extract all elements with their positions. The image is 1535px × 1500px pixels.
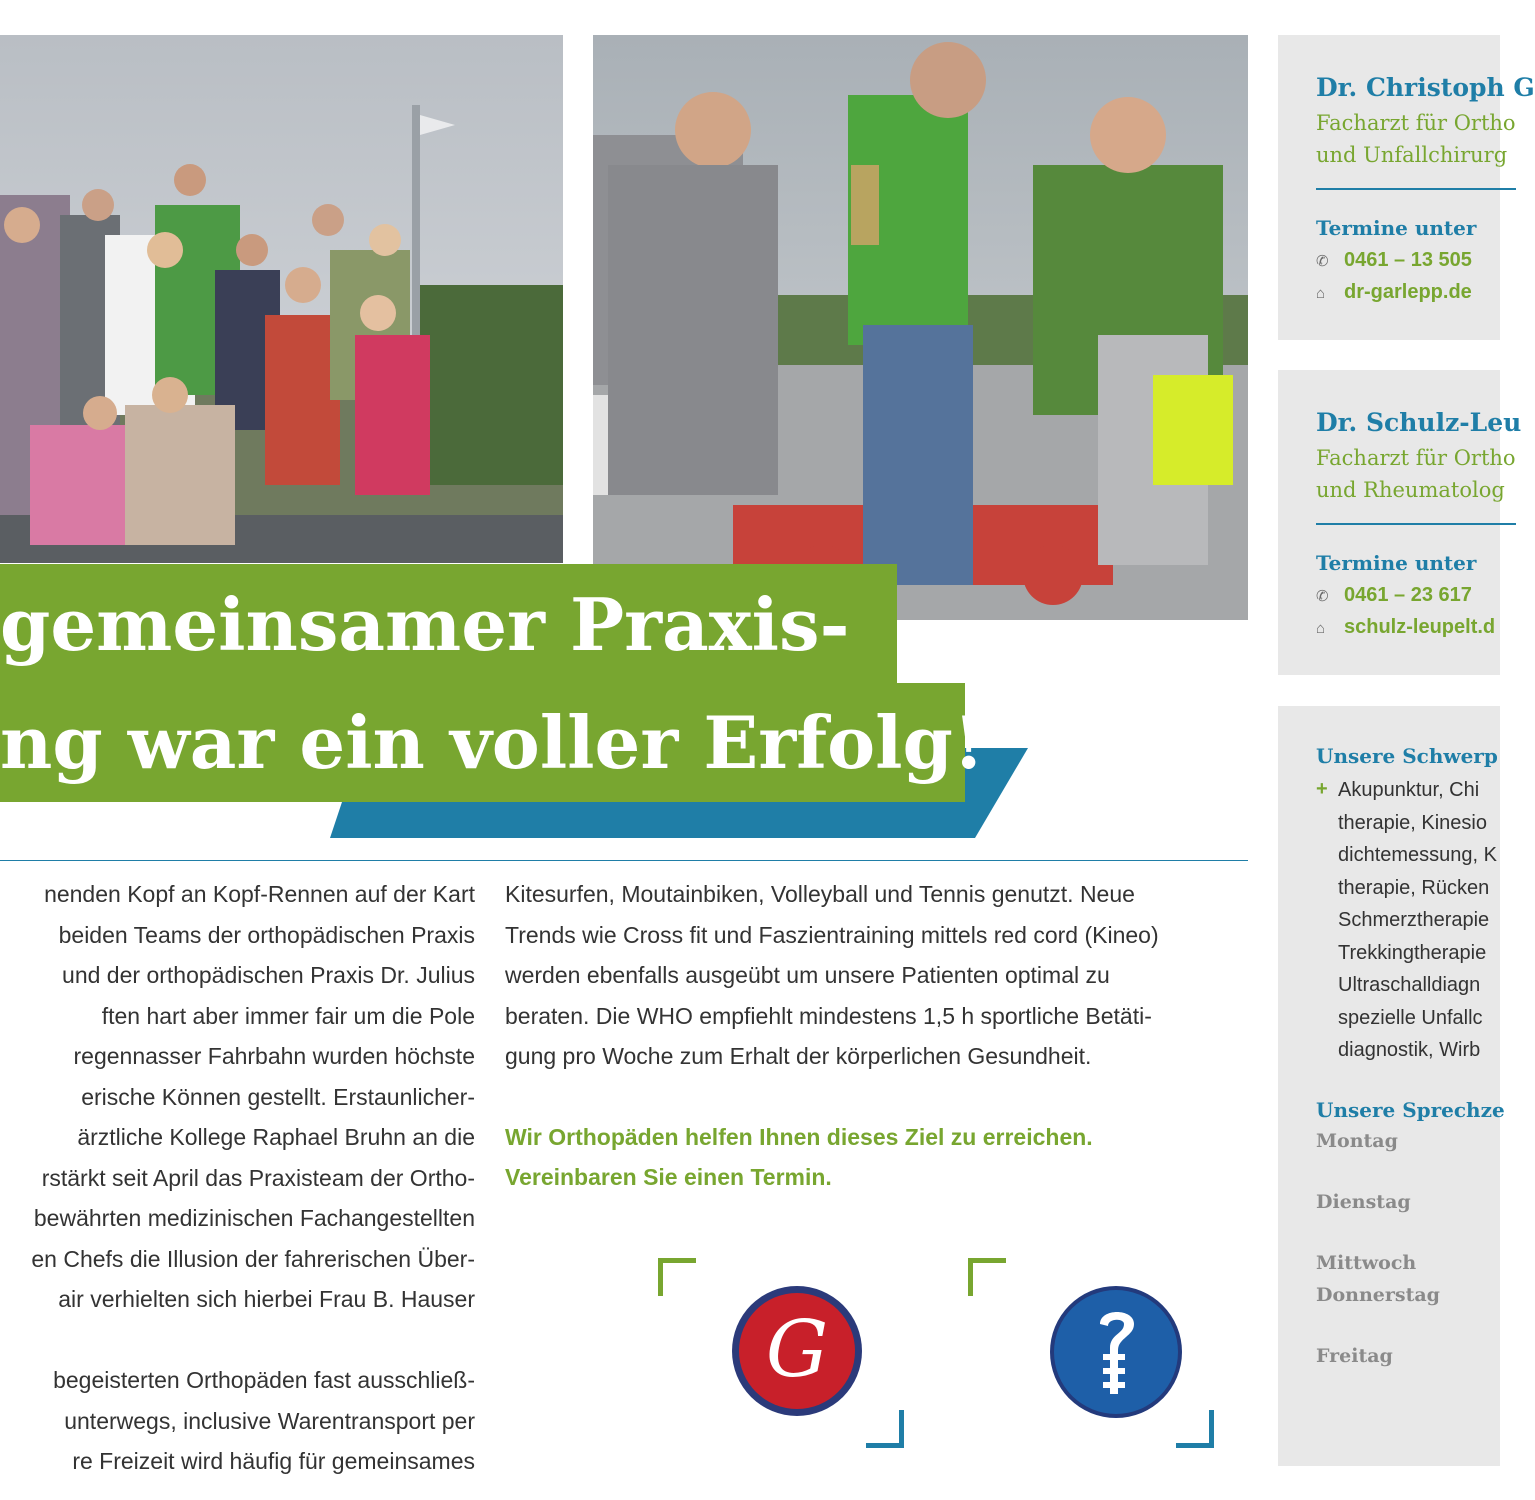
article-line: en Chefs die Illusion der fahrerischen Über- [31,1245,475,1272]
hours-title: Unsere Sprechze [1316,1098,1505,1122]
article-line: air verhielten sich hierbei Frau B. Hauser [58,1286,475,1312]
article-line: rstärkt seit April das Praxisteam der Ortho- [41,1164,475,1191]
doctor-card-1 [1278,35,1535,340]
focus-list [1338,774,1497,1067]
home-icon: ⌂ [1316,285,1326,302]
doctor-name: Dr. Schulz-Leu [1316,408,1522,437]
frame-corner-bottom-right [866,1410,904,1448]
article-line: ärztliche Kollege Raphael Bruhn an die [77,1124,475,1150]
focus-item-line: dichtemessung, K [1338,844,1497,866]
doctor-specialty-1: Facharzt für Ortho [1316,446,1516,470]
doctor-specialty-2: und Unfallchirurg [1316,143,1508,167]
article-line: werden ebenfalls ausgeübt um unsere Patienten optimal zu [505,962,1110,988]
logo-frame-1 [658,1258,904,1448]
article-line: nenden Kopf an Kopf-Rennen auf der Kart [44,881,475,907]
article-column-middle [505,874,1250,1198]
phone-row [1316,249,1472,272]
day-monday: Montag [1316,1130,1398,1152]
day-friday: Freitag [1316,1345,1393,1367]
podium-photo-right [593,35,1248,620]
garlepp-logo-icon [730,1284,864,1418]
article-line: bewährten medizinischen Fachangestellten [33,1205,475,1231]
article-line: Trends wie Cross fit und Faszientraining mittels red cord (Kineo) [505,921,1159,948]
card-divider [1316,523,1516,525]
phone-number: 0461 – 23 617 [1344,584,1472,606]
article-line: regennasser Fahrbahn wurden höchste [73,1043,475,1069]
frame-corner-top-left [658,1258,696,1296]
home-icon: ⌂ [1316,620,1326,637]
frame-corner-top-left [968,1258,1006,1296]
focus-item-line: Trekkingtherapie [1338,941,1487,964]
article-line: unterwegs, inclusive Warentransport per [64,1407,475,1434]
phone-icon: ✆ [1316,588,1329,605]
doctor-name: Dr. Christoph G [1316,73,1535,102]
focus-item-line: therapie, Rücken [1338,876,1490,899]
appointments-label: Termine unter [1316,216,1477,240]
article-line: begeisterten Orthopäden fast ausschließ- [53,1367,475,1393]
article-line: erische Können gestellt. Erstaunlicher- [81,1083,475,1110]
svg-text:G: G [765,1305,829,1395]
article-divider [0,860,1248,861]
focus-item-line: diagnostik, Wirb [1338,1039,1481,1061]
focus-title: Unsere Schwerp [1316,744,1498,768]
focus-item-line: spezielle Unfallc [1338,1006,1483,1029]
website-row [1316,281,1472,304]
article-line: gung pro Woche zum Erhalt der körperlichen Gesundheit. [505,1043,1092,1069]
cta-line-2: Vereinbaren Sie einen Termin. [505,1164,832,1190]
doctor-specialty-1: Facharzt für Ortho [1316,111,1516,135]
headline-line-2: ng war ein voller Erfolg! [0,700,985,785]
team-photo-left [0,35,563,563]
focus-item-line: Ultraschalldiagn [1338,974,1481,996]
day-wednesday: Mittwoch [1316,1252,1417,1274]
cta-line-1: Wir Orthopäden helfen Ihnen dieses Ziel zu erreichen. [505,1123,1093,1150]
website-link[interactable]: schulz-leupelt.d [1344,616,1496,638]
card-divider [1316,188,1516,190]
article-line [0,1320,475,1361]
focus-and-hours-card [1278,706,1505,1466]
doctor-card-2 [1278,370,1522,675]
website-link[interactable]: dr-garlepp.de [1344,281,1472,303]
focus-item-line: Akupunktur, Chi [1338,779,1480,801]
phone-row [1316,584,1472,607]
article-column-left [0,874,475,1482]
phone-icon: ✆ [1316,253,1329,270]
article-line: ften hart aber immer fair um die Pole [101,1002,475,1029]
article-line: beraten. Die WHO empfiehlt mindestens 1,5 h sportliche Betäti- [505,1002,1152,1029]
focus-item-line: therapie, Kinesio [1338,811,1487,834]
article-line: re Freizeit wird häufig für gemeinsames [72,1448,475,1474]
focus-item-line: Schmerztherapie [1338,909,1490,931]
headline-line-1: gemeinsamer Praxis- [0,582,850,667]
spine-logo-icon [1048,1284,1184,1420]
phone-number: 0461 – 13 505 [1344,249,1472,271]
appointments-label: Termine unter [1316,551,1477,575]
article-line: und der orthopädischen Praxis Dr. Julius [62,962,475,988]
doctor-specialty-2: und Rheumatolog [1316,478,1505,502]
website-row [1316,616,1495,639]
day-thursday: Donnerstag [1316,1284,1440,1306]
plus-icon: + [1316,778,1328,800]
day-tuesday: Dienstag [1316,1191,1411,1213]
article-line: Kitesurfen, Moutainbiken, Volleyball und Tennis genutzt. Neue [505,881,1135,907]
logo-frame-2 [968,1258,1214,1448]
article-line: beiden Teams der orthopädischen Praxis [58,921,475,948]
